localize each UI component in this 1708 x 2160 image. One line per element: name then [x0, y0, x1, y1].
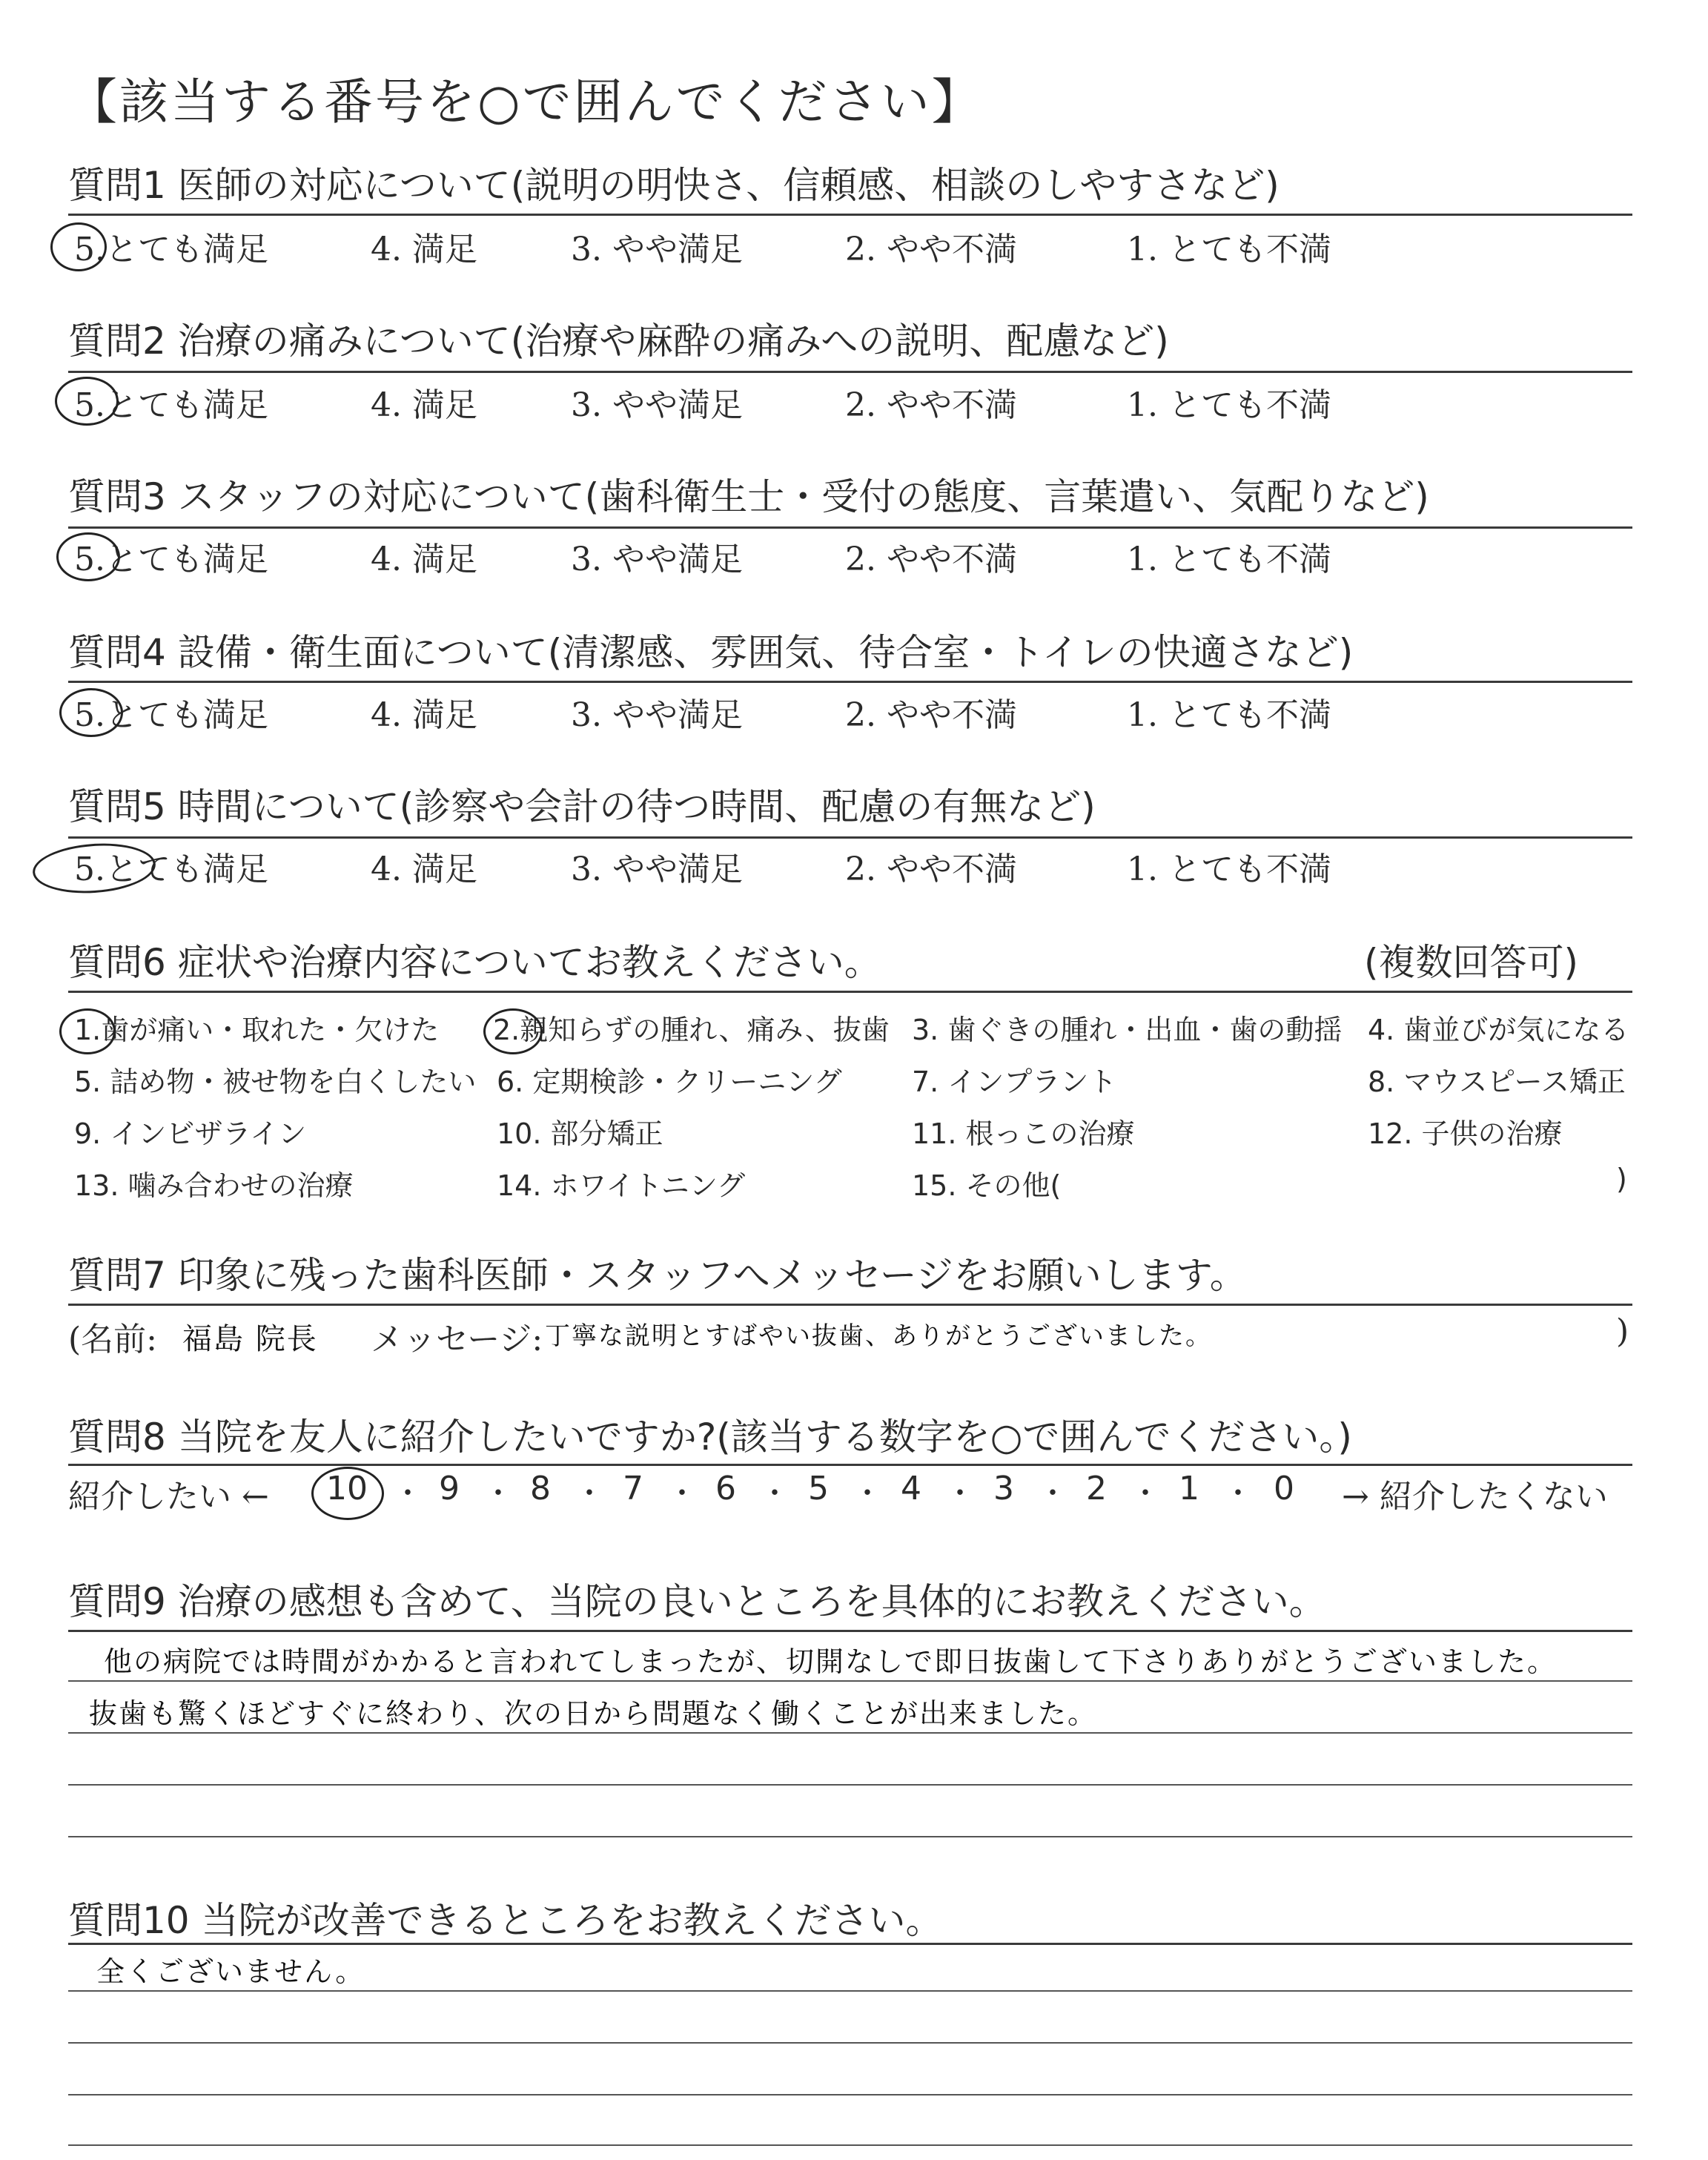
answer-line[interactable]: 他の病院では時間がかかると言われてしまったが、切開なしで即日抜歯して下さりありがとうございました。 — [104, 1645, 1558, 1678]
scale-8[interactable]: 8 — [530, 1470, 551, 1507]
option-5[interactable]: 5.とても満足 — [74, 386, 268, 424]
name-value[interactable]: 福島 院長 — [182, 1322, 318, 1356]
symptom-option[interactable]: 11. 根っこの治療 — [912, 1117, 1135, 1150]
question-title: 質問3 スタッフの対応について(歯科衛生士・受付の態度、言葉遣い、気配りなど) — [68, 475, 1429, 518]
recommend-right-label: → 紹介したくない — [1342, 1478, 1608, 1516]
scale-separator: ・ — [945, 1476, 975, 1510]
scale-10[interactable]: 10 — [326, 1470, 368, 1507]
writing-line — [68, 1990, 1632, 1992]
option-3[interactable]: 3. やや満足 — [571, 541, 743, 578]
option-2[interactable]: 2. やや不満 — [845, 851, 1017, 888]
option-5[interactable]: 5.とても満足 — [74, 851, 268, 888]
message-close-paren: ) — [1616, 1312, 1629, 1350]
divider — [68, 1943, 1632, 1945]
symptom-option[interactable]: 6. 定期検診・クリーニング — [497, 1066, 842, 1098]
symptom-option[interactable]: 8. マウスピース矯正 — [1368, 1066, 1626, 1098]
selection-circle — [50, 222, 107, 271]
option-2[interactable]: 2. やや不満 — [845, 696, 1017, 734]
option-3[interactable]: 3. やや満足 — [571, 696, 743, 734]
question-title: 質問2 治療の痛みについて(治療や麻酔の痛みへの説明、配慮など) — [68, 320, 1169, 363]
question-title: 質問1 医師の対応について(説明の明快さ、信頼感、相談のしやすさなど) — [68, 164, 1280, 207]
symptom-option[interactable]: 5. 詰め物・被せ物を白くしたい — [74, 1066, 477, 1098]
option-2[interactable]: 2. やや不満 — [845, 231, 1017, 268]
divider — [68, 1304, 1632, 1306]
symptom-option[interactable]: 12. 子供の治療 — [1368, 1117, 1563, 1150]
question-title: 質問6 症状や治療内容についてお教えください。 — [68, 941, 881, 984]
writing-line — [68, 1784, 1632, 1786]
option-5[interactable]: 5.とても満足 — [74, 541, 268, 578]
selection-circle — [56, 532, 120, 581]
symptom-option[interactable]: 2.親知らずの腫れ、痛み、抜歯 — [493, 1014, 890, 1046]
divider — [68, 214, 1632, 216]
option-1[interactable]: 1. とても不満 — [1127, 386, 1331, 424]
writing-line — [68, 1680, 1632, 1682]
scale-9[interactable]: 9 — [439, 1470, 460, 1507]
symptom-option[interactable]: 1.歯が痛い・取れた・欠けた — [74, 1014, 440, 1046]
symptom-option[interactable]: 7. インプラント — [912, 1066, 1117, 1098]
question-title: 質問8 当院を友人に紹介したいですか?(該当する数字を○で囲んでください。) — [68, 1416, 1352, 1459]
symptom-option[interactable]: 15. その他( — [912, 1169, 1062, 1202]
scale-separator: ・ — [1038, 1476, 1068, 1510]
answer-line[interactable]: 全くございません。 — [96, 1955, 365, 1988]
divider — [68, 526, 1632, 529]
scale-6[interactable]: 6 — [715, 1470, 736, 1507]
option-4[interactable]: 4. 満足 — [371, 696, 477, 734]
question-title: 質問10 当院が改善できるところをお教えください。 — [68, 1899, 943, 1942]
writing-line — [68, 2144, 1632, 2146]
divider — [68, 1630, 1632, 1632]
symptom-option[interactable]: 14. ホワイトニング — [497, 1169, 746, 1202]
question-title: 質問9 治療の感想も含めて、当院の良いところを具体的にお教えください。 — [68, 1580, 1326, 1623]
selection-circle — [59, 688, 123, 737]
writing-line — [68, 2094, 1632, 2095]
divider — [68, 1464, 1632, 1466]
option-2[interactable]: 2. やや不満 — [845, 386, 1017, 424]
question-title: 質問4 設備・衛生面について(清潔感、雰囲気、待合室・トイレの快適さなど) — [68, 631, 1354, 674]
option-3[interactable]: 3. やや満足 — [571, 851, 743, 888]
multiple-answer-note: (複数回答可) — [1364, 941, 1579, 984]
option-1[interactable]: 1. とても不満 — [1127, 541, 1331, 578]
divider — [68, 371, 1632, 373]
option-3[interactable]: 3. やや満足 — [571, 386, 743, 424]
option-4[interactable]: 4. 満足 — [371, 386, 477, 424]
scale-separator: ・ — [760, 1476, 790, 1510]
option-1[interactable]: 1. とても不満 — [1127, 231, 1331, 268]
symptom-option[interactable]: 4. 歯並びが気になる — [1368, 1014, 1629, 1046]
selection-circle — [483, 1008, 543, 1054]
symptom-option[interactable]: 13. 噛み合わせの治療 — [74, 1169, 354, 1202]
scale-separator: ・ — [667, 1476, 697, 1510]
scale-5[interactable]: 5 — [808, 1470, 829, 1507]
scale-separator: ・ — [575, 1476, 604, 1510]
scale-separator: ・ — [1131, 1476, 1160, 1510]
option-2[interactable]: 2. やや不満 — [845, 541, 1017, 578]
divider — [68, 991, 1632, 993]
selection-circle — [59, 1008, 116, 1054]
scale-separator: ・ — [393, 1476, 423, 1510]
symptom-option[interactable]: 3. 歯ぐきの腫れ・出血・歯の動揺 — [912, 1014, 1343, 1046]
scale-0[interactable]: 0 — [1274, 1470, 1294, 1507]
option-1[interactable]: 1. とても不満 — [1127, 696, 1331, 734]
divider — [68, 681, 1632, 683]
divider — [68, 836, 1632, 839]
form-heading: 【該当する番号を○で囲んでください】 — [68, 73, 983, 131]
question-title: 質問5 時間について(診察や会計の待つ時間、配慮の有無など) — [68, 785, 1096, 828]
scale-separator: ・ — [1223, 1476, 1253, 1510]
writing-line — [68, 1732, 1632, 1734]
scale-7[interactable]: 7 — [623, 1470, 643, 1507]
option-3[interactable]: 3. やや満足 — [571, 231, 743, 268]
message-label: メッセージ: — [371, 1321, 543, 1358]
option-4[interactable]: 4. 満足 — [371, 231, 477, 268]
scale-separator: ・ — [853, 1476, 882, 1510]
scale-2[interactable]: 2 — [1086, 1470, 1107, 1507]
symptom-option[interactable]: 10. 部分矯正 — [497, 1117, 663, 1150]
option-5[interactable]: 5.とても満足 — [74, 696, 268, 734]
option-5[interactable]: 5.とても満足 — [74, 231, 268, 268]
recommend-left-label: 紹介したい ← — [68, 1478, 269, 1516]
writing-line — [68, 1836, 1632, 1837]
selection-circle — [311, 1467, 384, 1520]
other-close-paren: ) — [1616, 1163, 1627, 1195]
option-4[interactable]: 4. 満足 — [371, 851, 477, 888]
scale-4[interactable]: 4 — [901, 1470, 921, 1507]
scale-separator: ・ — [483, 1476, 513, 1510]
writing-line — [68, 2042, 1632, 2044]
symptom-option[interactable]: 9. インビザライン — [74, 1117, 307, 1150]
message-value[interactable]: 丁寧な説明とすばやい抜歯、ありがとうございました。 — [545, 1321, 1212, 1351]
scale-1[interactable]: 1 — [1179, 1470, 1199, 1507]
option-1[interactable]: 1. とても不満 — [1127, 851, 1331, 888]
option-4[interactable]: 4. 満足 — [371, 541, 477, 578]
answer-line[interactable]: 抜歯も驚くほどすぐに終わり、次の日から問題なく働くことが出来ました。 — [89, 1697, 1098, 1730]
selection-circle — [55, 377, 119, 426]
scale-3[interactable]: 3 — [993, 1470, 1014, 1507]
question-title: 質問7 印象に残った歯科医師・スタッフへメッセージをお願いします。 — [68, 1254, 1247, 1297]
name-label: (名前: — [68, 1321, 157, 1358]
